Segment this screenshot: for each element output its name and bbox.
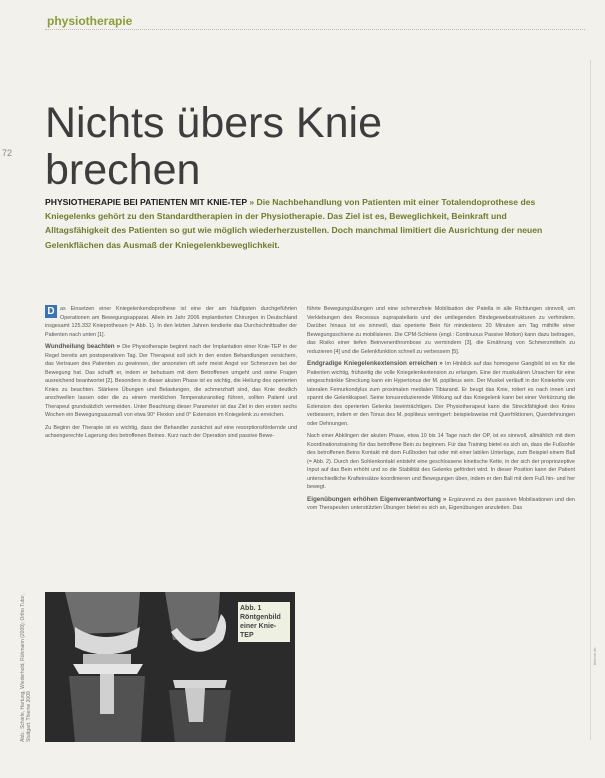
figure-caption: Abb. 1 Röntgenbild einer Knie-TEP: [238, 602, 290, 642]
subheading: Eigenübungen erhöhen Eigenverantwortung: [307, 495, 441, 503]
title-line-2: brechen: [45, 146, 201, 194]
paragraph-text: Im Hinblick auf das homogene Gangbild ist es für die Patienten wichtig, frühzeitig die volle Kniegelenkextension zu erlangen. Eine der muskulären Ursachen für eine eingeschränkte Streckung kann ein Hypertonus der M. popliteus sein. Der Muskel verläuft in der Kniekehle von lateralen Femurkondylus zum proximalen medialen Tibiarand. Er beugt das Knie, rotiert es nach innen und spannt die Gelenkkapsel. Seine tonusreduzierende Wirkung auf das Kniegelenk kann bei einer Verkürzung die Extension des operierten Gelenks beeinträchtigen. Der Physiotherapeut kann die Streckfähigkeit des Knies verbessern, indem er den Tonus des M. popliteus verringert: beispielsweise mit Querfriktionen, Querdehnungen oder Dehnungen.: [307, 361, 575, 427]
paragraph: Zu Beginn der Therapie ist es wichtig, dass der Behandler zunächst auf eine resorptionsfördernde und achsengerechte Lagerung des betroffenen Beines. Kurz nach der Operation sind passive Bewe-: [45, 424, 297, 439]
lead-text: Die Nachbehandlung von Patienten mit einer Totalendoprothese des Kniegelenks gehört zu den Standardtherapien in der Physiotherapie. Das Ziel ist es, Beweglichkeit, Beinkraft und Alltagsfähigkeit des Patienten so gut wie möglich wiederherzustellen. Doch manchmal limitiert die Ausrichtung der neuen Gelenkflächen das Ausmaß der Kniegelenkbeweglichkeit.: [45, 197, 543, 250]
title-line-1: Nichts übers Knie: [45, 99, 382, 147]
intro-paragraph: [45, 305, 297, 339]
subheading: Wundheilung beachten: [45, 343, 115, 350]
article-title: [45, 100, 382, 194]
paragraph-text: Die Physiotherapie beginnt nach der Implantation einer Knie-TEP in der Regel bereits am postoperativen Tag. Der Therapeut soll sich in den ersten Behandlungen versichern, das Vertrauen des Patienten zu gewinnen, der ansonsten oft sehr meist Angst vor Schmerzen bei der Bewegung hat. Das schafft er, indem er behutsam mit dem Betroffenen umgeht und seine Fragen ausreichend beantwortet [2]. Besonders in dieser akuten Phase ist es wichtig, die Heilung des operierten Knies zu beachten. Stärkere Übungen und Belastungen, die schmerzhaft sind, das Knie deutlich anschwellen lassen oder die zu einem merklichen Temperaturanstieg führen, sollten Patient und Therapeut grundsätzlich vermeiden. Unter Beachtung dieser Parameter ist das Ziel in den ersten sechs Wochen ein Bewegungsausmaß von etwa 90° Flexion und 0° Extension im Kniegelenk zu erreichen.: [45, 344, 297, 418]
text-column-right: [307, 305, 575, 517]
section-header: physiotherapie: [47, 14, 133, 28]
paragraph: Eigenübungen erhöhen Eigenverantwortung » Ergänzend zu den passiven Mobilisationen und den vom Therapeuten unterstützten Übungen bietet es sich an, Eigenübungen anzuleiten. Das: [307, 495, 575, 511]
image-credit: Abb.: Schiefe, Hartung, Wiederhold, Rühmann (2009); Ortho Tutor, Stuttgart: Thieme 2009: [20, 594, 32, 742]
header-divider: [45, 29, 585, 30]
intro-text: as Einsetzen einer Kniegelenkendoprothese ist eine der am häufigsten durchgeführten Operationen am Bewegungsapparat. Allein im Jahr 2006 implantierten Chirurgen in Deutschland insgesamt 125.332 Knieprothesen (= Abb. 1). In den letzten Jahren tendierte das Durchschnittsalter der Patienten nach unten [1].: [45, 306, 297, 338]
page-number: 72: [2, 148, 13, 158]
text-column-left: [45, 305, 297, 445]
paragraph-text: Ergänzend zu den passiven Mobilisationen und den vom Therapeuten unterstützten Übungen bietet es sich an, Eigenübungen anzuleiten. Das: [307, 496, 575, 511]
paragraph: Wundheilung beachten » Die Physiotherapie beginnt nach der Implantation einer Knie-TEP in der Regel bereits am postoperativen Tag. Der Therapeut soll sich in den ersten Behandlungen versichern, das Vertrauen des Patienten zu gewinnen, der ansonsten oft sehr meist Angst vor Schmerzen bei der Bewegung hat. Das schafft er, indem er behutsam mit dem Betroffenen umgeht und seine Fragen ausreichend beantwortet [2]. Besonders in dieser akuten Phase ist es wichtig, die Heilung des operierten Knies zu beachten. Stärkere Übungen und Belastungen, die schmerzhaft sind, das Knie deutlich anschwellen lassen oder die zu einem merklichen Temperaturanstieg führen, sollten Patient und Therapeut grundsätzlich vermeiden. Unter Beachtung dieser Parameter ist das Ziel in den ersten sechs Wochen ein Bewegungsausmaß von etwa 90° Flexion und 0° Extension im Kniegelenk zu erreichen.: [45, 343, 297, 418]
paragraph: Endgradige Kniegelenkextension erreichen » Im Hinblick auf das homogene Gangbild ist es für die Patienten wichtig, frühzeitig die volle Kniegelenkextension zu erlangen. Eine der muskulären Ursachen für eine eingeschränkte Streckung kann ein Hypertonus der M. popliteus sein. Der Muskel verläuft in der Kniekehle von lateralen Femurkondylus zum proximalen medialen Tibiarand. Er beugt das Knie, rotiert es nach innen und spannt die Gelenkkapsel. Seine tonusreduzierende Wirkung auf das Kniegelenk kann bei einer Verkürzung die Extension des operierten Gelenks beeinträchtigen. Der Physiotherapeut kann die Streckfähigkeit des Knies verbessern, indem er den Tonus des M. popliteus verringert: beispielsweise mit Querfriktionen, Querdehnungen oder Dehnungen.: [307, 360, 575, 427]
lead-kicker: PHYSIOTHERAPIE BEI PATIENTEN MIT KNIE-TEP: [45, 197, 247, 207]
margin-mark: thieme.de: [592, 647, 597, 665]
paragraph: führte Bewegungsübungen und eine schmerzfreie Mobilisation der Patella in alle Richtungen sinnvoll, um Verklebungen des Recessus suprapatellaris und der umliegenden Bindegewebsstrukturen zu verhindern. Darüber hinaus ist es sinnvoll, das operierte Bein für mindestens 20 Minuten am Tag mithilfe einer Bewegungsschiene zu mobilisieren. Die CPM-Schiene (engl.: Continuous Passive Motion) kann dazu beitragen, das Risiko einer tiefen Beinvenenthrombose zu vermindern [3], die Ernährung von Schmerzmitteln zu reduzieren [4] und die Gelenkfunktion schnell zu verbessern [5].: [307, 306, 575, 355]
subheading: Endgradige Kniegelenkextension erreichen: [307, 360, 438, 367]
page-edge-divider: [590, 60, 595, 740]
drop-cap: D: [45, 305, 57, 318]
lead-paragraph: PHYSIOTHERAPIE BEI PATIENTEN MIT KNIE-TEP » Die Nachbehandlung von Patienten mit einer Totalendoprothese des Kniegelenks gehört zu den Standardtherapien in der Physiotherapie. Das Ziel ist es, Beweglichkeit, Beinkraft und Alltagsfähigkeit des Patienten so gut wie möglich wiederherzustellen. Doch manchmal limitiert die Ausrichtung der neuen Gelenkflächen das Ausmaß der Kniegelenkbeweglichkeit.: [45, 197, 543, 250]
paragraph: Nach einer Abklingen der akuten Phase, etwa 10 bis 14 Tage nach der OP, ist es sinnvoll, allmählich mit dem Koordinationstraining für das betroffene Bein zu beginnen. Für das Training bietet es sich an, dass die Fußsohle des betroffenen Beins Kontakt mit dem Fußboden hat oder mit einer labilen Unterlage, zum Beispiel einem Ball (= Abb. 2). Durch den Sohlenkontakt entsteht eine geschlossene kinetische Kette, in der sich der propriozeptive Input auf das Bein erhöht und so die Stabilität des Gelenks gefördert wird. In dieser Position kann der Patient unterschiedliche Krafteinsätze koordinieren und Bewegungen üben, indem er den Ball mit dem Fuß hin- und her bewegt.: [307, 433, 575, 490]
